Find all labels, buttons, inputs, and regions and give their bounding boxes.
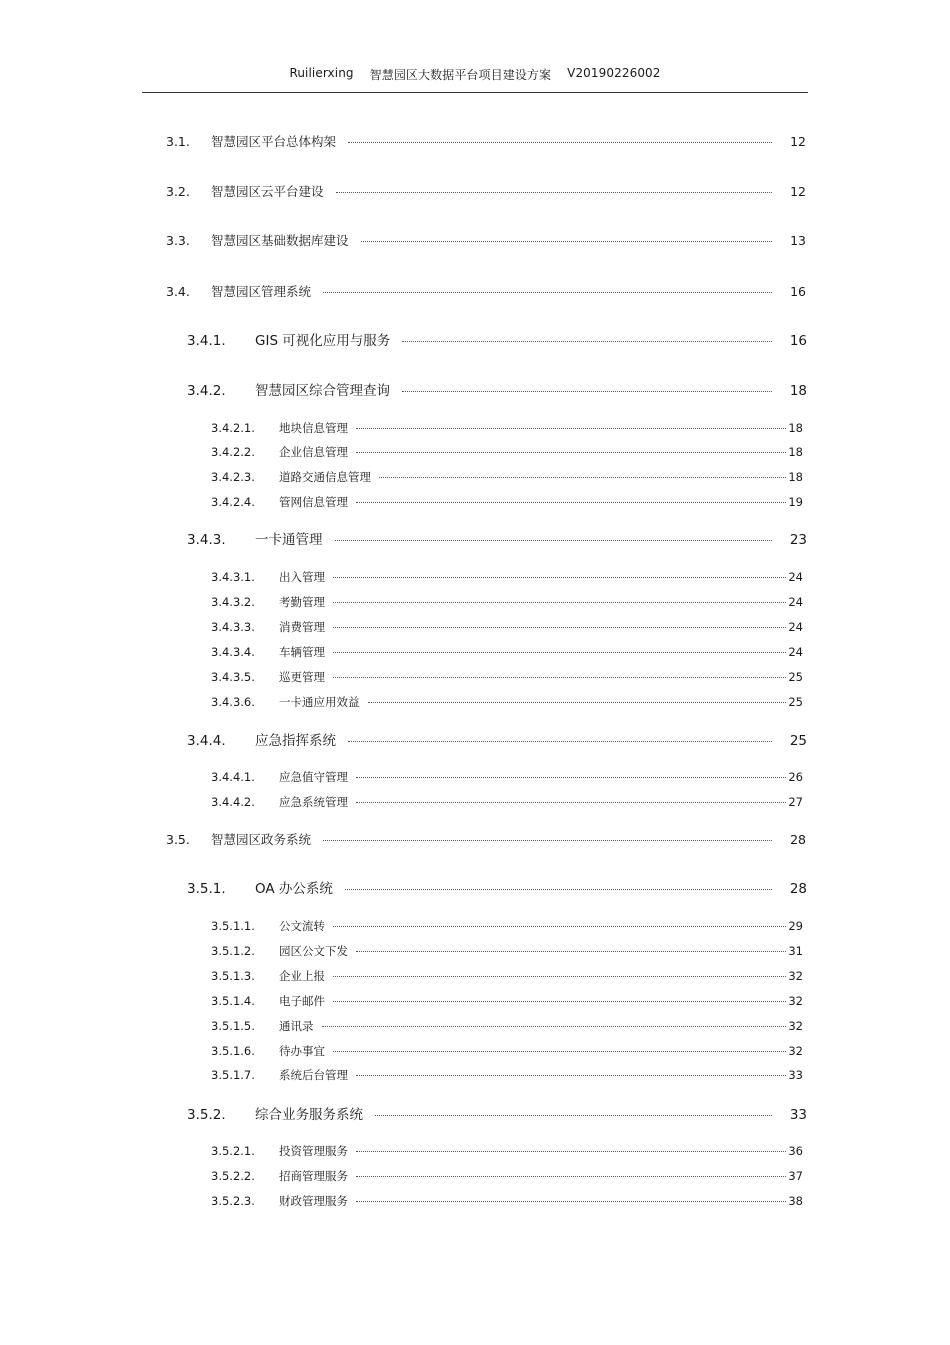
toc-entry-title: 智慧园区管理系统 (211, 284, 312, 299)
toc-entry-title: 一卡通应用效益 (279, 695, 360, 709)
toc-entry-page: 16 (790, 284, 806, 299)
toc-entry-page: 33 (789, 1107, 807, 1123)
toc-entry-number: 3.5.1.1. (211, 919, 255, 933)
toc-entry[interactable] (211, 797, 803, 809)
toc-entry-number: 3.4. (166, 284, 190, 299)
toc-dot-leader (333, 976, 786, 977)
toc-dot-leader (402, 391, 772, 392)
toc-entry[interactable] (166, 286, 806, 299)
toc-entry-page: 37 (788, 1169, 803, 1183)
toc-entry[interactable] (187, 335, 807, 349)
toc-entry-title: 管网信息管理 (279, 495, 348, 509)
toc-entry-page: 25 (788, 670, 803, 684)
toc-entry[interactable] (211, 946, 803, 958)
toc-entry-title: 应急值守管理 (279, 770, 348, 784)
toc-entry[interactable] (211, 472, 803, 484)
toc-entry-title: 企业信息管理 (279, 445, 348, 459)
toc-dot-leader (356, 1075, 786, 1076)
toc-entry-page: 16 (789, 333, 807, 349)
toc-entry-number: 3.5.1.6. (211, 1044, 255, 1058)
toc-entry-title: 企业上报 (279, 969, 325, 983)
toc-entry-title: 巡更管理 (279, 670, 325, 684)
toc-entry-number: 3.5.2.3. (211, 1194, 255, 1208)
toc-entry[interactable] (211, 1146, 803, 1158)
toc-entry-title: 电子邮件 (279, 994, 325, 1008)
toc-dot-leader (361, 241, 773, 242)
toc-entry[interactable] (211, 1070, 803, 1082)
toc-entry-title: 车辆管理 (279, 645, 325, 659)
toc-entry[interactable] (211, 1196, 803, 1208)
toc-dot-leader (336, 192, 773, 193)
toc-entry-page: 23 (789, 532, 807, 548)
toc-entry-number: 3.4.4.1. (211, 770, 255, 784)
toc-entry-page: 27 (788, 795, 803, 809)
toc-entry-number: 3.3. (166, 233, 190, 248)
toc-entry[interactable] (211, 497, 803, 509)
toc-entry-page: 26 (788, 770, 803, 784)
toc-entry-page: 13 (790, 233, 806, 248)
toc-entry[interactable] (211, 647, 803, 659)
toc-dot-leader (333, 677, 786, 678)
toc-entry-number: 3.1. (166, 134, 190, 149)
toc-entry-title: 待办事宜 (279, 1044, 325, 1058)
toc-entry-page: 32 (788, 1044, 803, 1058)
toc-dot-leader (333, 1001, 786, 1002)
toc-dot-leader (345, 889, 772, 890)
toc-dot-leader (356, 1176, 786, 1177)
toc-entry-number: 3.5.1. (187, 881, 226, 897)
toc-entry[interactable] (187, 385, 807, 399)
toc-entry[interactable] (187, 534, 807, 548)
toc-entry[interactable] (211, 572, 803, 584)
toc-entry-number: 3.4.2.2. (211, 445, 255, 459)
toc-entry-title: 投资管理服务 (279, 1144, 348, 1158)
toc-dot-leader (375, 1115, 772, 1116)
toc-entry-number: 3.4.3.4. (211, 645, 255, 659)
toc-entry[interactable] (211, 423, 803, 435)
toc-dot-leader (356, 502, 786, 503)
toc-dot-leader (333, 652, 786, 653)
toc-entry-page: 24 (788, 620, 803, 634)
toc-entry-page: 18 (788, 445, 803, 459)
toc-entry-page: 18 (789, 383, 807, 399)
toc-entry-title: 地块信息管理 (279, 421, 348, 435)
toc-dot-leader (356, 428, 786, 429)
toc-entry-page: 18 (788, 421, 803, 435)
toc-entry-title: 消费管理 (279, 620, 325, 634)
toc-dot-leader (356, 777, 786, 778)
toc-entry[interactable] (211, 1021, 803, 1033)
toc-entry-title: 一卡通管理 (255, 532, 323, 548)
toc-entry[interactable] (211, 622, 803, 634)
toc-entry-number: 3.4.3.3. (211, 620, 255, 634)
toc-dot-leader (333, 577, 786, 578)
toc-entry-title: 考勤管理 (279, 595, 325, 609)
toc-entry-number: 3.5.2. (187, 1107, 226, 1123)
toc-entry[interactable] (187, 1109, 807, 1123)
toc-entry[interactable] (211, 697, 803, 709)
toc-entry[interactable] (211, 996, 803, 1008)
toc-entry[interactable] (211, 1171, 803, 1183)
header-doc-title: 智慧园区大数据平台项目建设方案 (369, 68, 552, 82)
toc-entry-number: 3.4.1. (187, 333, 226, 349)
toc-entry-title: 道路交通信息管理 (279, 470, 371, 484)
toc-entry-number: 3.5.1.2. (211, 944, 255, 958)
toc-dot-leader (323, 292, 772, 293)
toc-entry-number: 3.2. (166, 184, 190, 199)
toc-entry-number: 3.4.3. (187, 532, 226, 548)
toc-entry-number: 3.5.1.4. (211, 994, 255, 1008)
toc-dot-leader (348, 142, 772, 143)
toc-dot-leader (356, 1201, 786, 1202)
toc-entry-page: 38 (788, 1194, 803, 1208)
toc-entry-title: 财政管理服务 (279, 1194, 348, 1208)
toc-entry[interactable] (211, 1046, 803, 1058)
toc-entry-number: 3.5. (166, 832, 190, 847)
toc-entry-title: 智慧园区基础数据库建设 (211, 233, 349, 248)
toc-entry-number: 3.5.1.5. (211, 1019, 255, 1033)
toc-entry-number: 3.4.2.1. (211, 421, 255, 435)
header-version: V20190226002 (567, 66, 661, 80)
toc-dot-leader (402, 341, 772, 342)
toc-entry[interactable] (211, 971, 803, 983)
toc-entry-page: 28 (790, 832, 806, 847)
toc-dot-leader (333, 1051, 786, 1052)
toc-entry-number: 3.4.4. (187, 733, 226, 749)
toc-entry-title: 通讯录 (279, 1019, 314, 1033)
toc-entry-number: 3.5.2.1. (211, 1144, 255, 1158)
toc-dot-leader (379, 477, 786, 478)
toc-entry-title: 出入管理 (279, 570, 325, 584)
toc-entry-page: 24 (788, 595, 803, 609)
header-company: Ruilierxing (289, 66, 354, 80)
toc-entry[interactable] (166, 235, 806, 248)
toc-entry[interactable] (211, 772, 803, 784)
toc-entry[interactable] (166, 834, 806, 847)
toc-entry-title: 招商管理服务 (279, 1169, 348, 1183)
toc-dot-leader (356, 1151, 786, 1152)
toc-entry-number: 3.5.2.2. (211, 1169, 255, 1183)
toc-dot-leader (333, 627, 786, 628)
toc-entry-page: 32 (788, 1019, 803, 1033)
toc-dot-leader (356, 802, 786, 803)
toc-dot-leader (333, 602, 786, 603)
toc-entry-number: 3.4.3.1. (211, 570, 255, 584)
toc-entry-title: 应急指挥系统 (255, 733, 336, 749)
toc-entry[interactable] (211, 447, 803, 459)
toc-entry-page: 25 (789, 733, 807, 749)
toc-entry-title: 智慧园区云平台建设 (211, 184, 324, 199)
toc-entry-title: 园区公文下发 (279, 944, 348, 958)
toc-entry-page: 12 (790, 184, 806, 199)
toc-entry[interactable] (211, 921, 803, 933)
toc-entry[interactable] (211, 597, 803, 609)
toc-entry[interactable] (211, 672, 803, 684)
toc-dot-leader (348, 741, 772, 742)
toc-entry-page: 29 (788, 919, 803, 933)
toc-entry[interactable] (187, 883, 807, 897)
toc-dot-leader (356, 452, 786, 453)
toc-entry-page: 31 (788, 944, 803, 958)
toc-entry-title: OA 办公系统 (255, 881, 333, 897)
toc-dot-leader (322, 1026, 787, 1027)
toc-entry-page: 19 (788, 495, 803, 509)
toc-dot-leader (323, 840, 772, 841)
toc-dot-leader (356, 951, 786, 952)
toc-entry[interactable] (166, 136, 806, 149)
toc-entry-title: 系统后台管理 (279, 1068, 348, 1082)
toc-entry-page: 28 (789, 881, 807, 897)
toc-entry-number: 3.4.3.2. (211, 595, 255, 609)
toc-entry-number: 3.5.1.7. (211, 1068, 255, 1082)
toc-dot-leader (368, 702, 787, 703)
toc-entry-title: 智慧园区综合管理查询 (255, 383, 390, 399)
toc-entry-title: 公文流转 (279, 919, 325, 933)
toc-entry-number: 3.4.3.5. (211, 670, 255, 684)
toc-entry-title: 智慧园区政务系统 (211, 832, 312, 847)
toc-entry-number: 3.4.4.2. (211, 795, 255, 809)
toc-entry-page: 32 (788, 969, 803, 983)
toc-entry-title: 应急系统管理 (279, 795, 348, 809)
toc-entry[interactable] (166, 186, 806, 199)
toc-entry-title: 综合业务服务系统 (255, 1107, 363, 1123)
toc-entry-number: 3.4.3.6. (211, 695, 255, 709)
toc-entry-number: 3.4.2. (187, 383, 226, 399)
toc-entry-number: 3.4.2.4. (211, 495, 255, 509)
toc-entry-page: 24 (788, 645, 803, 659)
toc-entry-title: 智慧园区平台总体构架 (211, 134, 337, 149)
toc-entry-page: 18 (788, 470, 803, 484)
toc-entry-page: 24 (788, 570, 803, 584)
toc-entry-page: 36 (788, 1144, 803, 1158)
toc-entry-page: 25 (788, 695, 803, 709)
toc-entry-page: 33 (788, 1068, 803, 1082)
toc-entry-page: 32 (788, 994, 803, 1008)
toc-entry[interactable] (187, 735, 807, 749)
toc-entry-number: 3.4.2.3. (211, 470, 255, 484)
toc-dot-leader (335, 540, 772, 541)
toc-entry-page: 12 (790, 134, 806, 149)
toc-entry-title: GIS 可视化应用与服务 (255, 333, 391, 349)
toc-dot-leader (333, 926, 786, 927)
toc-entry-number: 3.5.1.3. (211, 969, 255, 983)
